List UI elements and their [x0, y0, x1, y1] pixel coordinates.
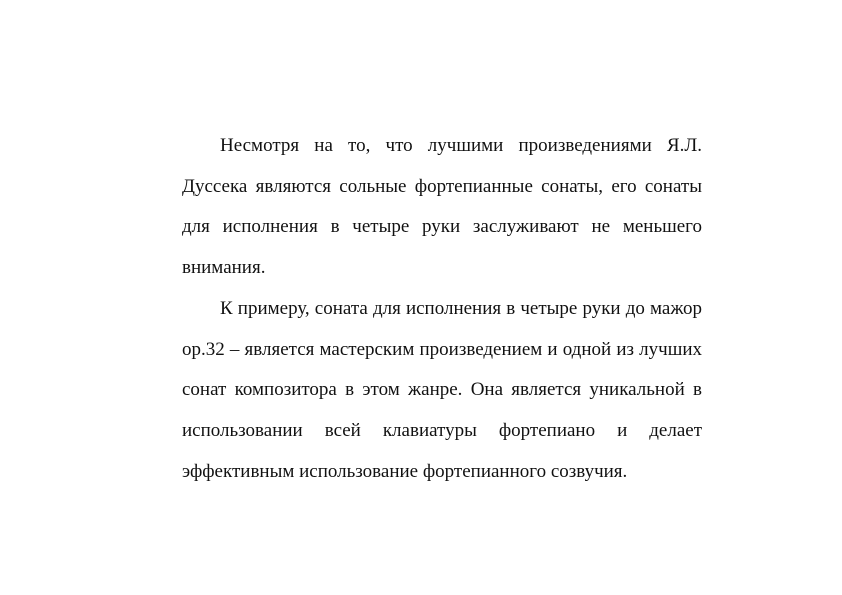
paragraph-1: Несмотря на то, что лучшими произведениями Я.Л. Дуссека являются сольные фортепианные сонаты, его сонаты для исполнения в четыре руки заслуживают не меньшего внимания.	[182, 135, 702, 279]
paragraph-2: К примеру, соната для исполнения в четыре руки до мажор op.32 – является мастерским произведением и одной из лучших сонат композитора в этом жанре. Она является уникальной в использовании всей клавиатуры фортепиано и делает эффективным использование фортепианного созвучия.	[182, 297, 702, 482]
text-body	[182, 126, 702, 492]
